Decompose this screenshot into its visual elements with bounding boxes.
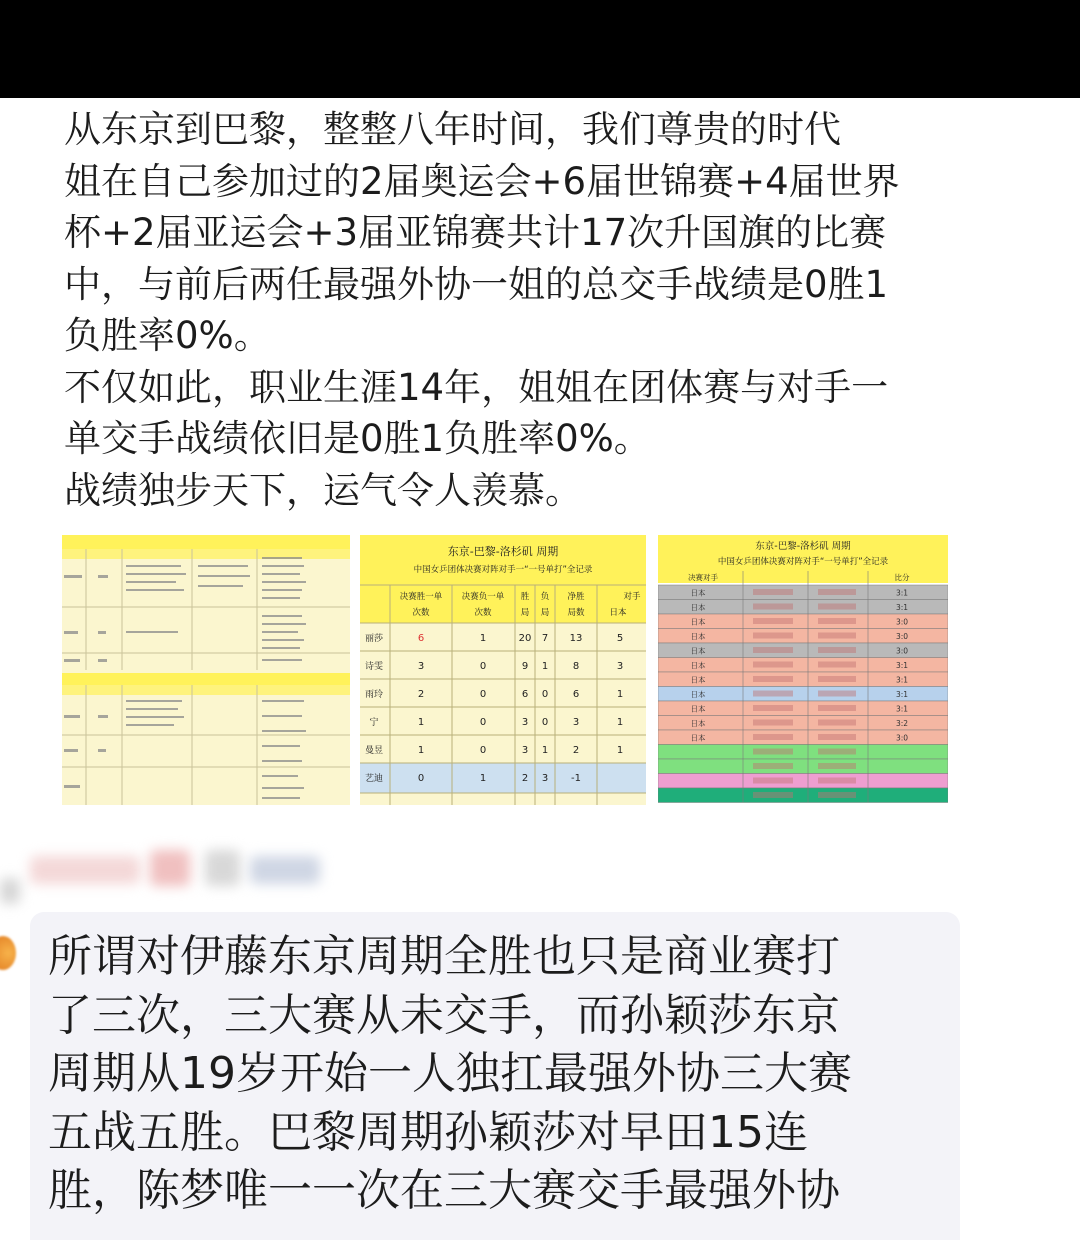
blurred-cell — [753, 720, 793, 726]
row-opponent: 日本 — [690, 588, 706, 598]
blurred-cell — [818, 763, 856, 769]
blurred-cell — [818, 734, 856, 740]
blurred-username — [30, 856, 140, 884]
table-cell: 0 — [479, 661, 487, 672]
blurred-cell — [818, 676, 856, 682]
table-cell: 2 — [572, 745, 580, 756]
table-row — [658, 745, 948, 760]
col-subheader: 局 — [540, 608, 550, 618]
row-opponent: 日本 — [690, 603, 706, 612]
row-player-name: 艺迪 — [364, 774, 384, 784]
table-cell: 0 — [417, 773, 425, 784]
reply-line: 了三次，三大赛从未交手，而孙颖莎东京 — [48, 989, 840, 1041]
post-body — [64, 104, 1024, 516]
image-gallery — [62, 535, 952, 805]
table-cell: 1 — [541, 745, 549, 756]
row-opponent: 日本 — [690, 646, 706, 656]
blurred-cell — [753, 763, 793, 769]
table-cell: 1 — [479, 633, 487, 644]
col-subheader: 局 — [520, 608, 530, 618]
blurred-cell — [753, 705, 793, 711]
blurred-cell — [753, 604, 793, 610]
orange-dot-icon — [0, 936, 16, 970]
reply-line: 周期从19岁开始一人独扛最强外协三大赛 — [48, 1048, 852, 1099]
table-cell: 8 — [572, 661, 580, 672]
blurred-cell — [753, 749, 793, 755]
row-opponent: 日本 — [690, 617, 706, 627]
row-opponent: 日本 — [690, 719, 706, 728]
blurred-cell — [753, 792, 793, 798]
reply-line: 所谓对伊藤东京周期全胜也只是商业赛打 — [48, 931, 840, 982]
col-header: 对手 — [623, 592, 641, 602]
blurred-cell — [753, 589, 793, 595]
blurred-cell — [818, 604, 856, 610]
blurred-meta — [250, 856, 320, 884]
blurred-cell — [818, 705, 856, 711]
blurred-badge — [150, 850, 190, 886]
blurred-cell — [753, 633, 793, 639]
row-score: 3:1 — [895, 690, 909, 699]
table-cell: -1 — [571, 773, 581, 784]
blurred-cell — [753, 647, 793, 653]
table-cell: 3 — [572, 717, 580, 728]
table-cell: 20 — [518, 633, 532, 644]
table-cell: 1 — [616, 745, 624, 756]
blurred-edge — [0, 878, 20, 904]
blurred-cell — [818, 662, 856, 668]
blurred-avatar — [205, 850, 240, 886]
table-cell: 0 — [541, 717, 549, 728]
blurred-cell — [753, 734, 793, 740]
blurred-cell — [753, 662, 793, 668]
table-title: 东京-巴黎-洛杉矶 周期 — [447, 545, 559, 558]
reply-line: 胜，陈梦唯一一次在三大赛交手最强外协 — [48, 1165, 840, 1216]
post-image-1[interactable] — [62, 535, 350, 805]
table-cell: 3 — [616, 661, 624, 672]
table-cell: 3 — [417, 661, 425, 672]
table-cell: 2 — [417, 689, 425, 700]
post-line: 姐在自己参加过的2届奥运会+6届世锦赛+4届世界 — [64, 159, 900, 203]
table-cell: 3 — [521, 745, 529, 756]
table-image-blurred — [62, 535, 350, 805]
post-line: 杯+2届亚运会+3届亚锦赛共计17次升国旗的比赛 — [64, 211, 887, 254]
row-score: 3:2 — [895, 719, 909, 728]
table-subtitle: 中国女乒团体决赛对阵对手一“一号单打”全记录 — [413, 565, 593, 575]
post-line: 中，与前后两任最强外协一姐的总交手战绩是0胜1 — [64, 262, 889, 306]
row-score: 3:0 — [895, 646, 909, 656]
table-cell: 1 — [541, 661, 549, 672]
table-cell: 6 — [572, 689, 580, 700]
blurred-cell — [753, 676, 793, 682]
row-score: 3:0 — [895, 632, 909, 641]
row-opponent: 日本 — [690, 661, 706, 670]
col-subheader: 日本 — [609, 608, 627, 618]
table-row — [658, 759, 948, 774]
row-player-name: 丽莎 — [364, 634, 384, 644]
table-cell: 0 — [479, 717, 487, 728]
blurred-cell — [753, 691, 793, 697]
table-cell: 1 — [616, 689, 624, 700]
blurred-cell — [818, 618, 856, 624]
col-subheader: 次数 — [412, 608, 430, 618]
table-cell: 2 — [521, 773, 529, 784]
table-cell: 9 — [521, 661, 529, 672]
row-score: 3:1 — [895, 603, 909, 612]
post-line: 负胜率0%。 — [64, 314, 271, 357]
quoted-reply-text — [48, 928, 928, 1221]
row-score: 3:0 — [895, 733, 909, 743]
row-opponent: 日本 — [690, 690, 706, 699]
blurred-cell — [818, 633, 856, 639]
table-cell: 3 — [541, 773, 549, 784]
reply-line: 五战五胜。巴黎周期孙颖莎对早田15连 — [48, 1106, 808, 1158]
blurred-cell — [818, 778, 856, 784]
table-cell: 1 — [479, 773, 487, 784]
blurred-cell — [818, 589, 856, 595]
colored-record-table-image — [658, 535, 948, 805]
row-score: 3:1 — [895, 588, 909, 598]
col-header: 决赛负一单 — [461, 592, 505, 602]
post-line: 单交手战绩依旧是0胜1负胜率0%。 — [64, 417, 651, 460]
col-header: 决赛对手 — [688, 573, 718, 582]
table-row — [658, 774, 948, 789]
blurred-cell — [818, 792, 856, 798]
post-image-3[interactable] — [658, 535, 948, 805]
table-cell: 1 — [616, 717, 624, 728]
blurred-cell — [753, 778, 793, 784]
table-cell: 7 — [541, 633, 549, 644]
blurred-cell — [753, 618, 793, 624]
col-header: 决赛胜一单 — [399, 592, 443, 602]
post-line: 战绩独步天下，运气令人羡慕。 — [64, 468, 582, 512]
row-player-name: 曼昱 — [364, 746, 384, 756]
row-opponent: 日本 — [690, 632, 706, 641]
post-image-2[interactable] — [360, 535, 646, 805]
table-cell: 3 — [521, 717, 529, 728]
blurred-cell — [818, 647, 856, 653]
col-header: 净胜 — [567, 592, 585, 602]
table-cell: 6 — [521, 689, 529, 700]
row-player-name: 诗雯 — [364, 662, 384, 672]
col-header: 胜 — [520, 592, 530, 602]
post-line: 从东京到巴黎，整整八年时间，我们尊贵的时代 — [64, 108, 841, 151]
blurred-cell — [818, 691, 856, 697]
stats-table-image — [360, 535, 646, 805]
row-opponent: 日本 — [690, 704, 706, 714]
table-row — [658, 788, 948, 803]
col-subheader: 局数 — [567, 608, 585, 618]
table-cell: 1 — [417, 717, 425, 728]
table-title: 东京-巴黎-洛杉矶 周期 — [755, 541, 851, 552]
table-cell: 0 — [479, 689, 487, 700]
col-subheader: 次数 — [474, 608, 492, 618]
row-player-name: 宁 — [369, 718, 379, 728]
row-player-name: 雨玲 — [364, 690, 384, 700]
row-score: 3:1 — [895, 661, 909, 670]
commenter-header-blurred — [0, 838, 1080, 908]
col-header: 比分 — [894, 573, 910, 582]
row-opponent: 日本 — [690, 675, 706, 685]
table-cell: 6 — [417, 633, 425, 644]
table-cell: 5 — [616, 633, 624, 644]
blurred-cell — [818, 749, 856, 755]
table-cell: 0 — [479, 745, 487, 756]
row-score: 3:1 — [895, 675, 909, 685]
table-cell: 1 — [417, 745, 425, 756]
table-subtitle: 中国女乒团体决赛对阵对手“一号单打”全记录 — [717, 557, 889, 567]
table-cell: 13 — [569, 633, 583, 644]
table-cell: 0 — [541, 689, 549, 700]
status-bar — [0, 0, 1080, 98]
col-header: 负 — [540, 592, 550, 602]
post-line: 不仅如此，职业生涯14年，姐姐在团体赛与对手一 — [64, 365, 889, 409]
blurred-cell — [818, 720, 856, 726]
row-score: 3:0 — [895, 617, 909, 627]
row-score: 3:1 — [895, 704, 909, 714]
row-opponent: 日本 — [690, 733, 706, 743]
